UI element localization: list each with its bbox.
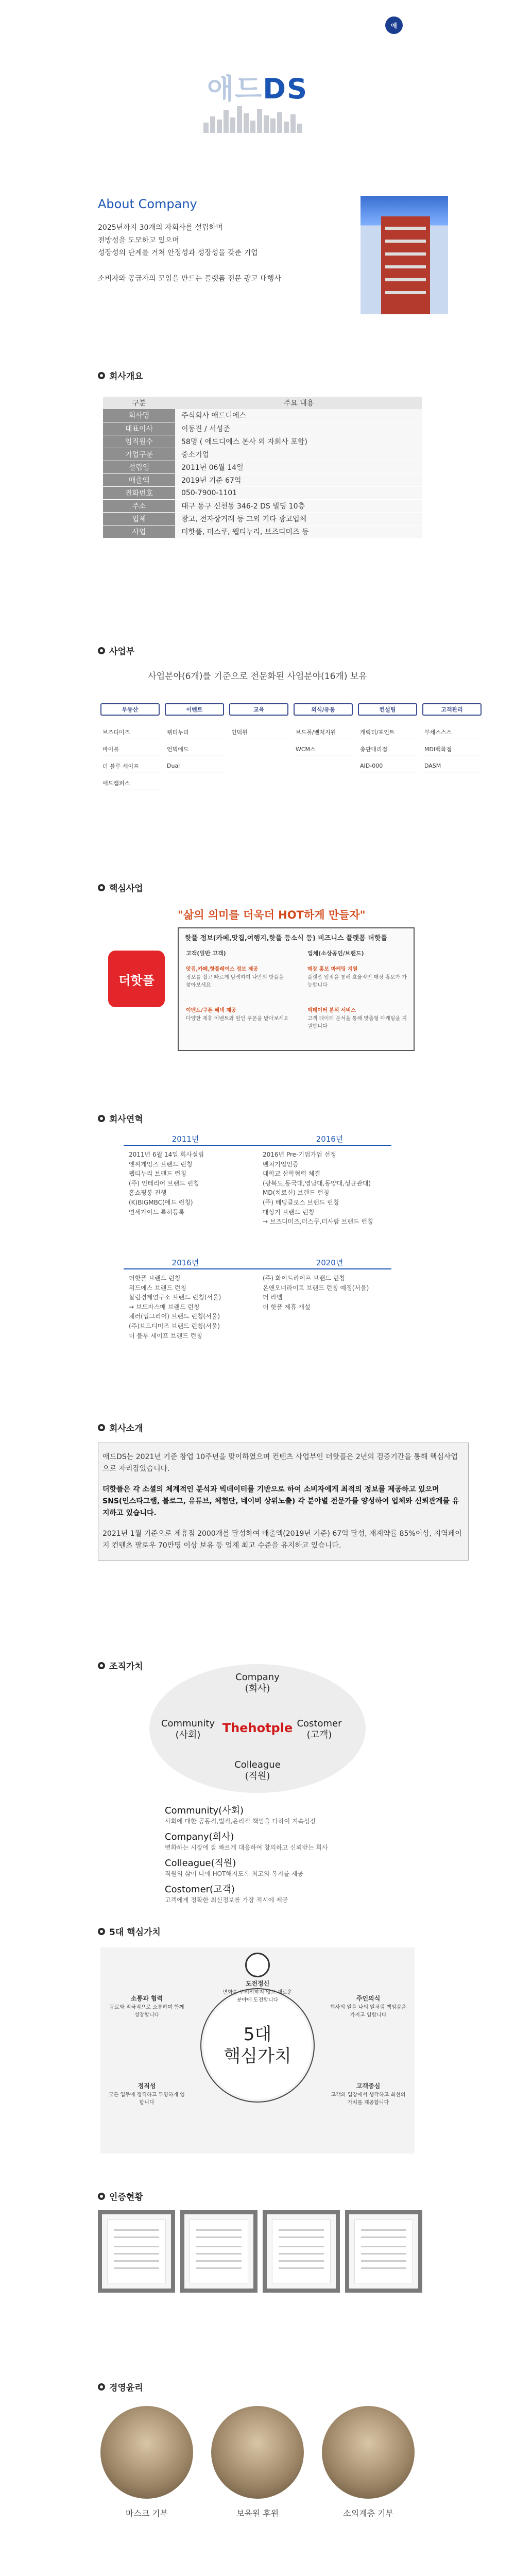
history-year: 2016년 bbox=[171, 1258, 199, 1267]
value-list-title: Community(사회) bbox=[165, 1805, 244, 1816]
table-value: 주식회사 애드디에스 bbox=[175, 409, 422, 422]
business-category-head: 부동산 bbox=[100, 703, 160, 716]
skyline-illustration bbox=[203, 105, 302, 133]
about-line: 전방성을 도모하고 있으며 bbox=[98, 236, 179, 245]
core-item-desc: 정보를 쉽고 빠르게 탐색하여 나만의 핫플을 찾아보세요 bbox=[186, 974, 284, 988]
business-item: WCM스 bbox=[294, 743, 353, 755]
history-entry: (주)브드디미즈 브랜드 런칭(서울) bbox=[129, 1322, 220, 1330]
ethics-title-text: 경영윤리 bbox=[109, 2383, 143, 2393]
value-node-colleague bbox=[206, 1759, 309, 1782]
table-value: 2011년 06월 14일 bbox=[175, 461, 422, 473]
ethics-photo-orphanage bbox=[211, 2406, 304, 2499]
section-bullet-icon bbox=[98, 647, 105, 654]
about-line: 2025년까지 30개의 자회사를 설립하며 bbox=[98, 224, 223, 232]
history-entry: (주) 베딩클로스 브랜드 런칭 bbox=[263, 1198, 339, 1206]
intro-paragraph-bold: 더핫플은 각 소셜의 체계적인 분석과 빅데이터를 기반으로 하여 소비자에게 최적의 정보를 제공하고 있으며 SNS(인스타그램, 블로그, 유튜브, 체험단, 네이버 상위노출) 각 분야별 전문가를 양성하여 업체와 신뢰관계를 유지하고 있습니다. bbox=[102, 1485, 459, 1517]
history-entry: → 브즈디미즈,더스쿠,더사람 브랜드 런칭 bbox=[263, 1218, 373, 1226]
history-entry: 웹티누리 브랜드 런칭 bbox=[129, 1170, 186, 1178]
history-entry: 대학교 산학협력 체결 bbox=[263, 1170, 320, 1178]
table-key: 회사명 bbox=[103, 409, 175, 422]
table-key: 매출액 bbox=[103, 473, 175, 486]
value-node-label: Colleague bbox=[234, 1759, 281, 1770]
certificate-image bbox=[345, 2210, 422, 2293]
value-list-title: Colleague(직원) bbox=[165, 1858, 236, 1869]
table-value: 더핫플, 더스쿠, 웹티누리, 브즈디미즈 등 bbox=[175, 525, 422, 538]
table-row bbox=[103, 486, 422, 499]
section-bullet-icon bbox=[98, 2383, 105, 2391]
section-bullet-icon bbox=[98, 1662, 105, 1669]
core-value-node bbox=[108, 1994, 185, 2018]
table-key: 전화번호 bbox=[103, 486, 175, 499]
core-value-node bbox=[221, 1953, 294, 2003]
value-list-title: Company(회사) bbox=[165, 1832, 234, 1842]
table-row bbox=[103, 499, 422, 512]
certs-title-text: 인증현황 bbox=[109, 2192, 143, 2202]
core-section-title bbox=[98, 881, 143, 894]
business-category-head: 외식/유통 bbox=[294, 703, 353, 716]
values-title-text: 조직가치 bbox=[109, 1662, 143, 1672]
company-building-photo bbox=[360, 196, 448, 314]
core-title-text: 핵심사업 bbox=[109, 884, 143, 894]
table-key: 기업구분 bbox=[103, 448, 175, 461]
core-box-heading: 핫플 정보(카페,맛집,여행지,핫플 등소식 등) 비즈니스 플랫폼 더핫플 bbox=[185, 935, 387, 942]
business-item: 인덕원 bbox=[229, 726, 288, 738]
table-row bbox=[103, 461, 422, 473]
brand-ds-text: DS bbox=[263, 73, 308, 105]
table-key: 주소 bbox=[103, 499, 175, 512]
ethics-label: 마스크 기부 bbox=[125, 2509, 168, 2518]
core-value-desc: 모든 업무에 정직하고 투명하게 임합니다 bbox=[109, 2092, 185, 2106]
overview-title-text: 회사개요 bbox=[109, 371, 143, 382]
history-block bbox=[263, 1274, 402, 1312]
value-list-desc: 고객에게 정확한 최신정보를 가장 적시에 제공 bbox=[165, 1896, 288, 1904]
history-year: 2016년 bbox=[316, 1134, 344, 1144]
history-section-title bbox=[98, 1112, 143, 1125]
core-item-title: 맛집,카페,핫플레이스 정보 제공 bbox=[186, 967, 259, 972]
table-row bbox=[103, 473, 422, 486]
intro-paragraph: 애드DS는 2021년 기준 창업 10주년을 맞이하였으며 컨텐츠 사업부인 더핫플은 2년의 검증기간을 통해 핵심사업으로 자리잡았습니다. bbox=[102, 1453, 458, 1473]
table-key: 사업 bbox=[103, 525, 175, 538]
table-value: 대구 동구 신천동 346-2 DS 빌딩 10층 bbox=[175, 499, 422, 512]
core-value-desc: 변화를 두려워하지 않고 새로운 분야에 도전합니다 bbox=[222, 1990, 293, 2003]
core-value-title: 주인의식 bbox=[356, 1995, 381, 2002]
table-key: 업체 bbox=[103, 512, 175, 525]
core-item-desc: 다양한 제휴 이벤트와 할인 쿠폰을 받아보세요 bbox=[186, 1015, 289, 1022]
history-block bbox=[263, 1150, 402, 1227]
business-item: 캐릭터/포인트 bbox=[358, 726, 417, 738]
history-entry: 더 라뱀 bbox=[263, 1294, 283, 1301]
business-subtitle: 사업분야(6개)를 기준으로 전문화된 사업분야(16개) 보유 bbox=[148, 671, 367, 682]
history-entry: 홈쇼핑봉 진행 bbox=[129, 1189, 167, 1197]
ethics-label: 소외계층 기부 bbox=[343, 2509, 393, 2518]
core-values-title-text: 5대 핵심가치 bbox=[109, 1927, 161, 1938]
about-title: About Company bbox=[98, 197, 197, 211]
history-block bbox=[129, 1274, 263, 1341]
value-node-sub: (고객) bbox=[306, 1729, 332, 1740]
core-value-node bbox=[330, 2081, 407, 2106]
core-values-section-title bbox=[98, 1925, 161, 1938]
business-item: 브즈디미즈 bbox=[100, 726, 160, 738]
value-node-label: Community bbox=[161, 1718, 215, 1729]
intro-title-text: 회사소개 bbox=[109, 1423, 143, 1434]
core-item-title: 빅데이터 분석 서비스 bbox=[307, 1008, 356, 1013]
brand-logo bbox=[0, 67, 515, 107]
section-bullet-icon bbox=[98, 884, 105, 891]
value-node-sub: (회사) bbox=[245, 1683, 270, 1694]
history-entry: 위드애스 브랜드 런칭 bbox=[129, 1284, 186, 1292]
history-entry: 더 핫플 제휴 개설 bbox=[263, 1303, 311, 1311]
core-value-desc: 동료와 적극적으로 소통하며 함께 성장합니다 bbox=[109, 2005, 184, 2018]
history-entry: (주) 화이트라이프 브랜드 런칭 bbox=[263, 1275, 345, 1282]
business-item: 바이블 bbox=[100, 743, 160, 755]
value-node-sub: (사회) bbox=[175, 1729, 201, 1740]
core-value-title: 정직성 bbox=[138, 2082, 156, 2090]
business-item: DASM bbox=[422, 760, 482, 772]
section-bullet-icon bbox=[98, 2193, 105, 2200]
business-section-title bbox=[98, 644, 134, 657]
history-entry: 연세가이드 특허등록 bbox=[129, 1208, 185, 1216]
value-list-desc: 사회에 대한 공동적,법적,윤리적 책임을 다하여 지속성장 bbox=[165, 1818, 316, 1825]
core-item-desc: 고객 데이터 분석을 통해 맞춤형 마케팅을 지원합니다 bbox=[307, 1015, 407, 1029]
core-item bbox=[186, 965, 289, 990]
business-item: 언빅애드 bbox=[165, 743, 224, 755]
core-value-desc: 고객의 입장에서 생각하고 최선의 가치를 제공합니다 bbox=[331, 2092, 406, 2106]
table-value: 광고, 전자상거래 등 그외 기타 광고업체 bbox=[175, 512, 422, 525]
history-entry: 살림경제연구소 브랜드 런칭(서울) bbox=[129, 1294, 221, 1301]
history-entry: 더 블루 세이프 브랜드 런칭 bbox=[129, 1332, 202, 1340]
section-bullet-icon bbox=[98, 1115, 105, 1122]
business-item: AID-000 bbox=[358, 760, 417, 772]
history-year: 2020년 bbox=[316, 1258, 344, 1267]
history-entry: 2011년 6월 14일 회사설립 bbox=[129, 1151, 204, 1158]
value-node-label: Costomer bbox=[297, 1718, 342, 1729]
table-row bbox=[103, 525, 422, 538]
core-label-customer: 고객(일반 고객) bbox=[186, 950, 226, 957]
table-value: 050-7900-1101 bbox=[175, 486, 422, 499]
core-values-center bbox=[203, 1991, 312, 2099]
table-key: 대표이사 bbox=[103, 422, 175, 435]
table-value: 58명 ( 애드디에스 본사 외 자회사 포함) bbox=[175, 435, 422, 448]
history-block bbox=[129, 1150, 263, 1217]
intro-box bbox=[98, 1443, 469, 1561]
core-label-business: 업체(소상공인/브랜드) bbox=[307, 950, 364, 957]
history-entry: (K)BIGMBC(애드 런칭) bbox=[129, 1198, 193, 1206]
section-bullet-icon bbox=[98, 1424, 105, 1431]
core-item bbox=[307, 965, 410, 990]
thehotple-logo: 더핫플 bbox=[108, 951, 165, 1007]
overview-section-title bbox=[98, 369, 143, 382]
core-info-box bbox=[178, 927, 415, 1051]
history-entry: (주) 인테리어 브랜드 런칭 bbox=[129, 1179, 199, 1187]
business-category-head: 교육 bbox=[229, 703, 288, 716]
history-entry: MD(치료신) 브랜드 런칭 bbox=[263, 1189, 330, 1197]
history-entry: 대상기 브랜드 런칭 bbox=[263, 1208, 315, 1216]
value-node-company bbox=[206, 1672, 309, 1694]
intro-section-title bbox=[98, 1421, 143, 1434]
history-year: 2011년 bbox=[171, 1134, 199, 1144]
core-item bbox=[186, 1007, 289, 1023]
core-value-node bbox=[108, 2081, 185, 2106]
history-entry: 엔씨게임즈 브랜드 런칭 bbox=[129, 1160, 193, 1168]
business-item: Dual bbox=[165, 760, 224, 772]
table-row bbox=[103, 409, 422, 422]
history-entry: 온앤오너라이트 브랜드 런칭 예정(서울) bbox=[263, 1284, 369, 1292]
value-list-desc: 변화하는 시장에 잘 빠르게 대응하여 창의하고 신뢰받는 회사 bbox=[165, 1844, 328, 1851]
table-value: 2019년 기준 67억 bbox=[175, 473, 422, 486]
table-header-row bbox=[103, 397, 422, 409]
target-icon bbox=[245, 1953, 270, 1977]
ethics-section-title bbox=[98, 2380, 143, 2393]
certificate-image bbox=[98, 2210, 175, 2293]
certificate-image bbox=[263, 2210, 340, 2293]
table-row bbox=[103, 435, 422, 448]
table-row bbox=[103, 512, 422, 525]
business-title-text: 사업부 bbox=[109, 647, 135, 657]
core-item-title: 매장 홍보 마케팅 지원 bbox=[307, 967, 358, 972]
history-divider bbox=[124, 1145, 391, 1146]
overview-table bbox=[103, 397, 422, 538]
business-category-head: 고객관리 bbox=[422, 703, 482, 716]
core-values-center-line: 핵심가치 bbox=[224, 2046, 291, 2066]
ethics-photo-donation bbox=[322, 2406, 415, 2499]
table-key: 설립일 bbox=[103, 461, 175, 473]
values-center-brand: Thehotple bbox=[222, 1721, 293, 1735]
table-row bbox=[103, 422, 422, 435]
business-item: MDI백화점 bbox=[422, 743, 482, 755]
about-line: 성장성의 단계를 거쳐 안정성과 성장성을 갖춘 기업 bbox=[98, 249, 258, 257]
section-bullet-icon bbox=[98, 372, 105, 379]
business-category-head: 컨설팅 bbox=[358, 703, 417, 716]
table-header: 구분 bbox=[103, 397, 175, 409]
table-header: 주요 내용 bbox=[175, 397, 422, 409]
core-item bbox=[307, 1007, 410, 1031]
value-node-sub: (직원) bbox=[245, 1770, 270, 1782]
history-entry: → 브드자스매 브랜드 런칭 bbox=[129, 1303, 200, 1311]
core-values-center-line: 5대 bbox=[243, 2024, 272, 2045]
certificate-image bbox=[180, 2210, 258, 2293]
business-item: 애드캠퍼스 bbox=[100, 777, 160, 789]
core-value-desc: 회사의 일을 나의 일처럼 책임감을 가지고 임합니다 bbox=[330, 2005, 406, 2018]
history-entry: (광복도,동국대,영남대,동양대,성균관대) bbox=[263, 1179, 371, 1187]
business-category-head: 이벤트 bbox=[165, 703, 224, 716]
table-value: 이동진 / 서성준 bbox=[175, 422, 422, 435]
about-text bbox=[98, 222, 355, 285]
value-list-title: Costomer(고객) bbox=[165, 1884, 235, 1895]
brand-main-text: 애드 bbox=[207, 73, 263, 105]
ethics-photo-mask bbox=[100, 2406, 193, 2499]
history-entry: 체러(업그리어) 브랜드 런칭(서울) bbox=[129, 1313, 220, 1320]
core-value-title: 도전정신 bbox=[245, 1980, 270, 1987]
section-bullet-icon bbox=[98, 1928, 105, 1935]
core-value-title: 소통과 협력 bbox=[130, 1995, 163, 2002]
core-value-title: 고객중심 bbox=[356, 2082, 381, 2090]
history-entry: 벤처기업인증 bbox=[263, 1160, 299, 1168]
history-divider bbox=[124, 1268, 391, 1269]
table-row bbox=[103, 448, 422, 461]
history-title-text: 회사연혁 bbox=[109, 1114, 143, 1125]
core-item-title: 이벤트/쿠폰 혜택 제공 bbox=[186, 1008, 236, 1013]
business-item: 부채스스스 bbox=[422, 726, 482, 738]
business-item: 브드몰/벤처지원 bbox=[294, 726, 353, 738]
core-value-node bbox=[330, 1994, 407, 2018]
company-badge-icon: 애 bbox=[385, 16, 403, 34]
core-quote: "삶의 의미를 더욱더 HOT하게 만들자" bbox=[178, 909, 366, 921]
table-value: 중소기업 bbox=[175, 448, 422, 461]
value-node-label: Company bbox=[235, 1672, 280, 1683]
value-list-desc: 직원의 삶이 나에 HOT해지도록 최고의 복지를 제공 bbox=[165, 1870, 303, 1877]
history-entry: 2016년 Pre-기업가업 선정 bbox=[263, 1151, 336, 1158]
table-key: 임직원수 bbox=[103, 435, 175, 448]
core-item-desc: 플랫폼 입점을 통해 효율적인 매장 홍보가 가능합니다 bbox=[307, 974, 407, 988]
ethics-label: 보육원 후원 bbox=[236, 2509, 279, 2518]
about-line: 소비자와 공급자의 모임을 만드는 플랫폼 전문 광고 대행사 bbox=[98, 274, 281, 283]
business-item: 총판대리점 bbox=[358, 743, 417, 755]
values-list bbox=[165, 1803, 402, 1908]
business-item: 더 블루 세이프 bbox=[100, 760, 160, 772]
intro-paragraph: 2021년 1월 기준으로 제휴점 2000개를 달성하여 매출액(2019년 기준) 67억 달성, 재계약률 85%이상, 지역페이지 컨텐츠 팔로우 70만명 이상 보유 등 업계 최고 수준을 유지하고 있습니다. bbox=[102, 1530, 462, 1550]
business-item: 웹티누리 bbox=[165, 726, 224, 738]
certs-section-title bbox=[98, 2190, 143, 2202]
values-section-title bbox=[98, 1659, 143, 1672]
history-entry: 더핫플 브랜드 런칭 bbox=[129, 1275, 181, 1282]
